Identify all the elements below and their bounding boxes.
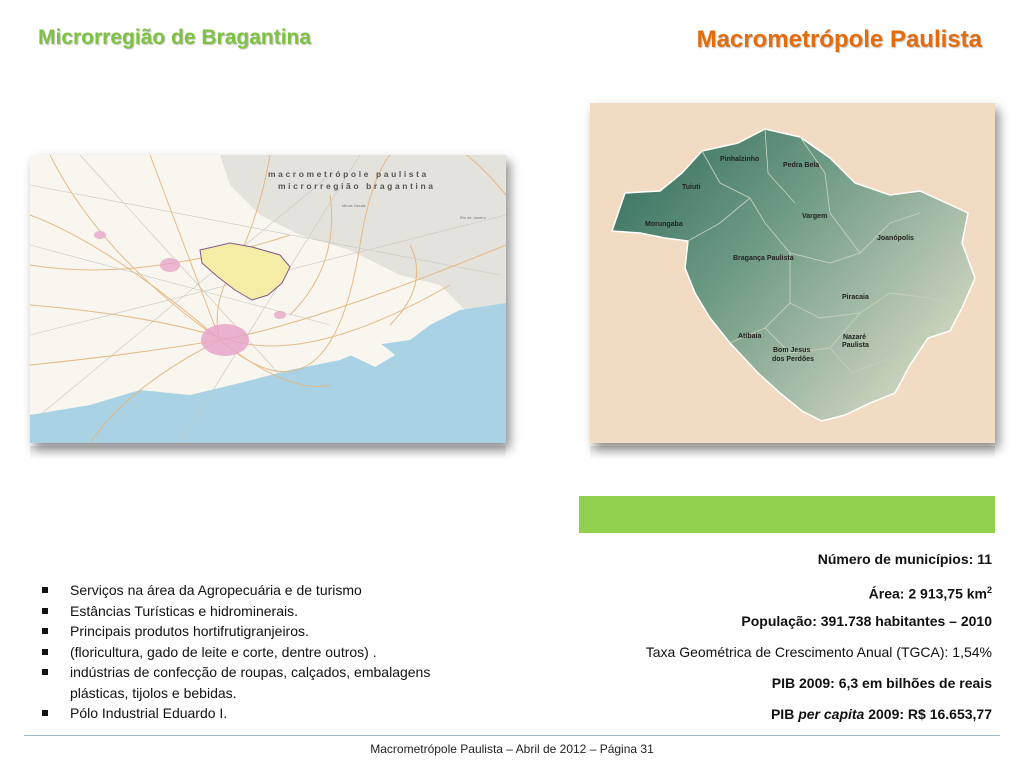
regional-map-graphic [30,155,506,443]
bullet-square-icon [42,587,48,593]
municipality-label: Vargem [802,213,828,220]
list-item-text: (floricultura, gado de leite e corte, dentre outros) . [70,643,377,660]
bullet-square-icon [42,628,48,634]
municipality-label: Tuiuti [682,184,701,191]
municipality-map-graphic [590,103,995,443]
municipality-label: Pinhalzinho [720,156,760,163]
bullet-square-icon [42,710,48,716]
municipality-label: Joanópolis [877,235,914,242]
stat-populacao: População: 391.738 habitantes – 2010 [741,613,992,629]
map-title-line1: macrometrópole paulista [268,169,429,179]
bullet-square-icon [42,649,48,655]
municipality-label: Bom Jesus [773,347,811,354]
regional-map [30,155,506,443]
municipality-label: Atibaia [738,333,762,340]
stats-header-bar [579,496,995,533]
list-item-text: Principais produtos hortifrutigranjeiros. [70,623,309,639]
municipality-label: Bragança Paulista [733,255,794,262]
map-place-label: Minas Gerais [342,203,366,208]
list-item [40,642,440,663]
municipality-label: Morungaba [645,221,683,228]
list-item [40,580,440,601]
list-item-text: Serviços na área da Agropecuária e de turismo [70,582,362,598]
stat-tgca: Taxa Geométrica de Crescimento Anual (TGCA): 1,54% [645,644,992,660]
footer-text: Macrometrópole Paulista – Abril de 2012 – Página 31 [370,742,654,756]
stat-area [646,579,992,610]
list-item-text: Estâncias Turísticas e hidrominerais. [70,602,298,619]
left-title: Microrregião de Bragantina [38,26,312,49]
stats-panel [646,548,992,734]
footer-divider [24,735,1000,736]
municipality-label: Nazaré [843,334,866,341]
list-item [40,621,440,642]
list-item-text: Pólo Industrial Eduardo I. [70,705,228,721]
list-item [40,601,440,622]
map-place-label: Rio de Janeiro [460,215,486,220]
bullet-square-icon [42,669,48,675]
bullet-square-icon [42,608,48,614]
map-reflection [30,446,506,460]
list-item [40,703,440,724]
stat-pib-per-capita [646,703,992,734]
municipality-map [590,103,995,443]
list-item [40,662,440,703]
stat-area-text: Área: 2 913,75 km [868,585,987,602]
stat-municipios: Número de municípios: 11 [817,551,992,567]
municipality-label: Piracaia [842,294,869,301]
stat-pib-pc-rest: 2009: R$ 16.653,77 [864,706,992,722]
list-item-text: indústrias de confecção de roupas, calçados, embalagens plásticas, tijolos e bebidas. [70,664,431,701]
bullet-list [40,580,440,724]
right-title: Macrometrópole Paulista [696,26,982,53]
municipality-label: Pedra Bela [783,162,820,169]
stat-pib-pc-prefix: PIB [770,706,799,722]
map-reflection [590,446,995,460]
stat-pib: PIB 2009: 6,3 em bilhões de reais [771,675,992,691]
stat-pib-pc-italic: per capita [798,706,865,722]
municipality-label: Paulista [842,342,869,349]
map-title-line2: microrregião bragantina [278,181,436,191]
municipality-label: dos Perdões [772,356,815,363]
stat-area-superscript: 2 [986,585,992,595]
